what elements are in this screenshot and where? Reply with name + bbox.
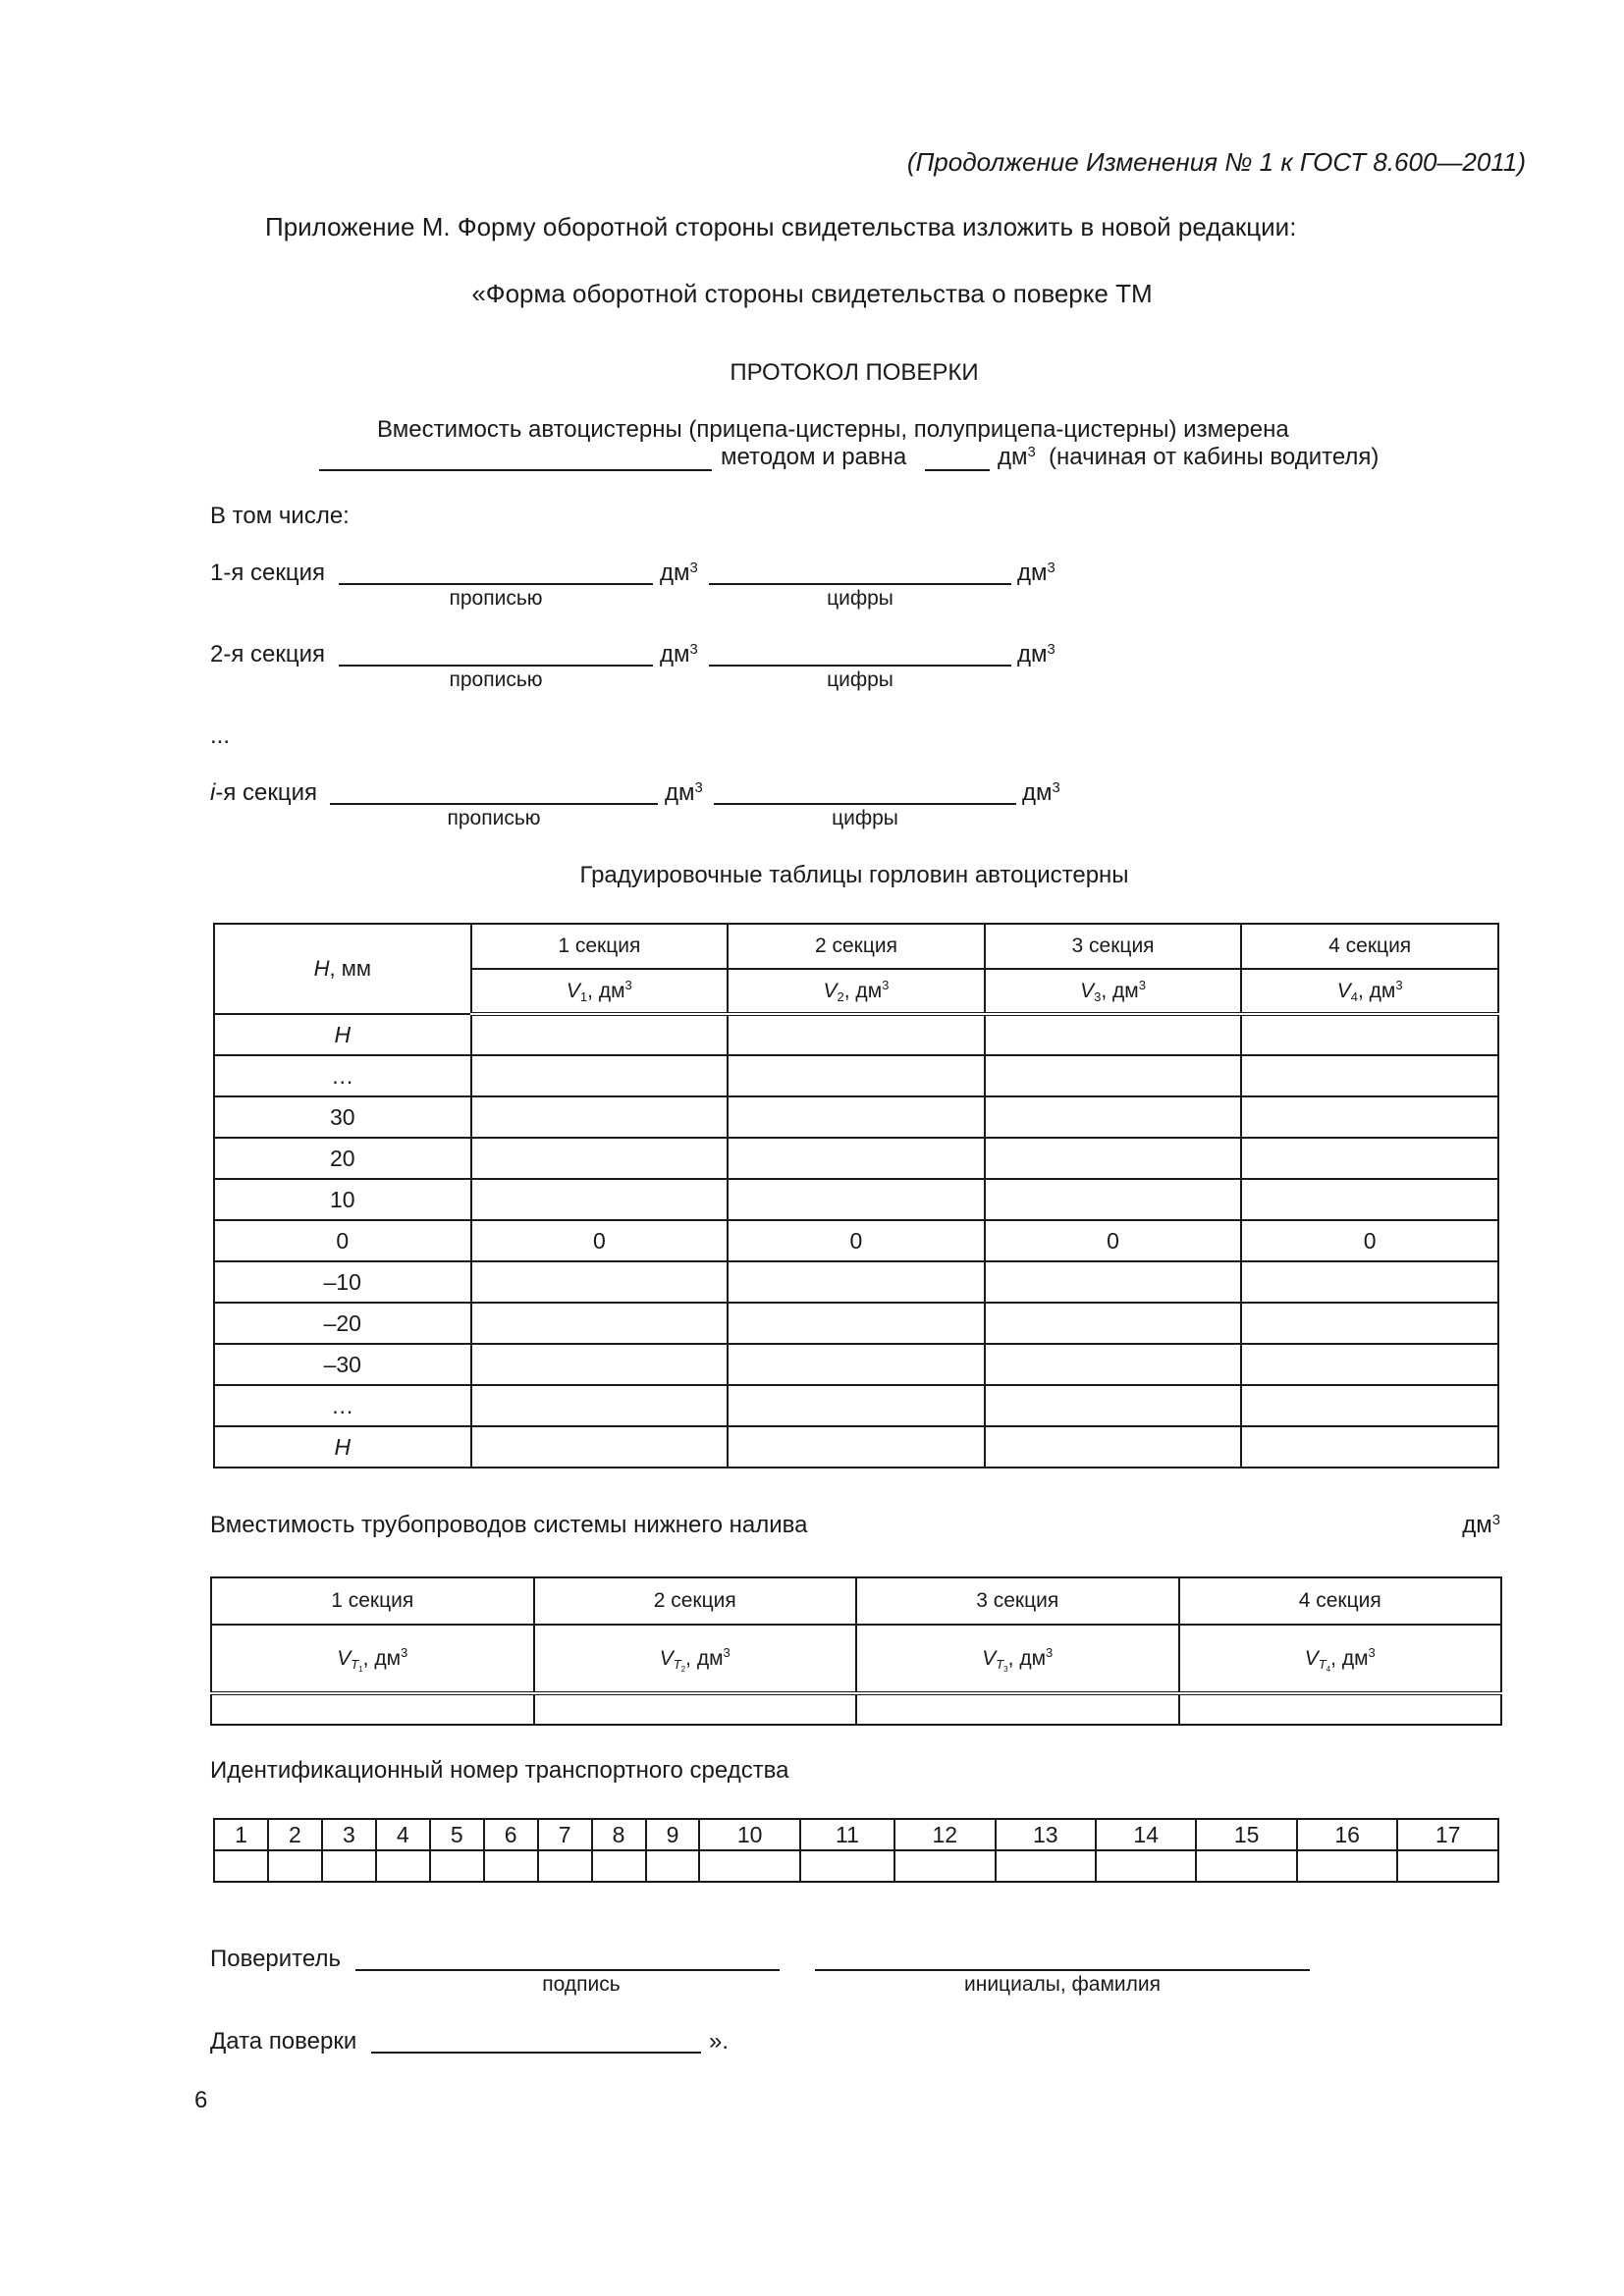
- section-i-words-line[interactable]: [330, 803, 658, 805]
- vin-value-cell[interactable]: [376, 1850, 430, 1882]
- calib-v-cell[interactable]: 0: [1241, 1220, 1498, 1261]
- calib-v-cell[interactable]: [985, 1344, 1242, 1385]
- section1-words-line[interactable]: [339, 583, 653, 585]
- calib-table: [213, 923, 1499, 1468]
- calib-v-cell[interactable]: [728, 1138, 985, 1179]
- pipeline-value-1[interactable]: [211, 1693, 534, 1725]
- vin-value-cell[interactable]: [1297, 1850, 1397, 1882]
- calib-h-cell: H: [214, 1014, 471, 1055]
- v-header-4: $V_4$, $дм^3$: [1241, 969, 1498, 1014]
- calib-v-cell[interactable]: [471, 1096, 729, 1138]
- calib-table-title: Градуировочные таблицы горловин автоцистерны: [579, 862, 1129, 888]
- vin-value-cell[interactable]: [1397, 1850, 1498, 1882]
- vin-value-cell[interactable]: [800, 1850, 894, 1882]
- signature-line[interactable]: [355, 1969, 780, 1971]
- pipeline-v-header-3: $V_{T_3}$, $дм^3$: [856, 1625, 1179, 1693]
- vin-value-row: [214, 1850, 1498, 1882]
- calib-v-cell[interactable]: [728, 1261, 985, 1303]
- vin-value-cell[interactable]: [1196, 1850, 1296, 1882]
- vin-position-cell: 7: [538, 1819, 592, 1850]
- calib-v-cell[interactable]: [728, 1179, 985, 1220]
- section-i-label: i-я секция: [210, 779, 317, 806]
- v-header-1: $V_1$, $дм^3$: [471, 969, 729, 1014]
- date-label: Дата поверки: [210, 2028, 357, 2055]
- calib-v-cell[interactable]: [985, 1179, 1242, 1220]
- method-blank-line[interactable]: [319, 469, 712, 471]
- calib-h-cell: –20: [214, 1303, 471, 1344]
- pipeline-unit: $дм^3$: [1462, 1512, 1500, 1538]
- calib-v-cell[interactable]: [471, 1179, 729, 1220]
- pipeline-col-header-3: 3 секция: [856, 1577, 1179, 1625]
- calib-v-cell[interactable]: [728, 1303, 985, 1344]
- capacity-line1: Вместимость автоцистерны (прицепа-цистерны, полуприцепа-цистерны) измерена: [377, 416, 1289, 443]
- calib-h-cell: …: [214, 1385, 471, 1426]
- calib-row: [214, 1014, 1498, 1055]
- pipeline-value-2[interactable]: [534, 1693, 857, 1725]
- calib-row: [214, 1138, 1498, 1179]
- calib-v-cell[interactable]: [1241, 1138, 1498, 1179]
- pipeline-col-header-2: 2 секция: [534, 1577, 857, 1625]
- calib-v-cell[interactable]: [985, 1055, 1242, 1096]
- calib-v-cell[interactable]: 0: [985, 1220, 1242, 1261]
- section1-unit-words: $дм^3$: [660, 560, 698, 586]
- section1-label: 1-я секция: [210, 560, 325, 586]
- vin-value-cell[interactable]: [592, 1850, 646, 1882]
- capacity-value-blank-line[interactable]: [925, 469, 990, 471]
- vin-position-cell: 15: [1196, 1819, 1296, 1850]
- vin-position-cell: 8: [592, 1819, 646, 1850]
- calib-v-cell[interactable]: [471, 1014, 729, 1055]
- vin-value-cell[interactable]: [894, 1850, 995, 1882]
- pipeline-value-4[interactable]: [1179, 1693, 1502, 1725]
- section2-unit-digits: $дм^3$: [1017, 641, 1056, 667]
- calib-v-cell[interactable]: [1241, 1426, 1498, 1468]
- section2-label: 2-я секция: [210, 641, 325, 667]
- vin-value-cell[interactable]: [322, 1850, 376, 1882]
- pipeline-v-header-2: $V_{T_2}$, $дм^3$: [534, 1625, 857, 1693]
- calib-v-cell[interactable]: [1241, 1303, 1498, 1344]
- vin-table: [213, 1818, 1499, 1883]
- vin-value-cell[interactable]: [538, 1850, 592, 1882]
- calib-row: [214, 1344, 1498, 1385]
- calib-row: [214, 1220, 1498, 1261]
- vin-value-cell[interactable]: [268, 1850, 322, 1882]
- section-i-unit-digits: $дм^3$: [1022, 779, 1060, 806]
- vin-value-cell[interactable]: [214, 1850, 268, 1882]
- continuation-note: (Продолжение Изменения № 1 к ГОСТ 8.600—2011): [906, 147, 1526, 177]
- calib-v-cell[interactable]: 0: [471, 1220, 729, 1261]
- vin-value-cell[interactable]: [1096, 1850, 1196, 1882]
- calib-h-cell: 0: [214, 1220, 471, 1261]
- vin-position-cell: 1: [214, 1819, 268, 1850]
- vin-position-cell: 12: [894, 1819, 995, 1850]
- calib-v-cell[interactable]: [728, 1096, 985, 1138]
- verifier-label: Поверитель: [210, 1946, 341, 1972]
- section-i-digits-line[interactable]: [714, 803, 1016, 805]
- col-header-3: 3 секция: [985, 924, 1242, 969]
- calib-v-cell[interactable]: [1241, 1014, 1498, 1055]
- date-end: ».: [709, 2028, 730, 2055]
- section2-digits-line[interactable]: [709, 665, 1011, 667]
- calib-v-cell[interactable]: [985, 1014, 1242, 1055]
- pipeline-v-header-4: $V_{T_4}$, $дм^3$: [1179, 1625, 1502, 1693]
- col-header-4: 4 секция: [1241, 924, 1498, 969]
- section2-caption-digits: цифры: [827, 668, 893, 691]
- protocol-title: ПРОТОКОЛ ПОВЕРКИ: [730, 359, 979, 386]
- calib-v-cell[interactable]: [1241, 1261, 1498, 1303]
- calib-v-cell[interactable]: [1241, 1096, 1498, 1138]
- col-header-1: 1 секция: [471, 924, 729, 969]
- pipeline-v-header-1: $V_{T_1}$, $дм^3$: [211, 1625, 534, 1693]
- section1-unit-digits: $дм^3$: [1017, 560, 1056, 586]
- vin-value-cell[interactable]: [484, 1850, 538, 1882]
- calib-row: [214, 1055, 1498, 1096]
- pipeline-col-header-1: 1 секция: [211, 1577, 534, 1625]
- section2-unit-words: $дм^3$: [660, 641, 698, 667]
- calib-h-cell: 20: [214, 1138, 471, 1179]
- h-header-cell: H, мм: [214, 924, 471, 1014]
- instruction-text: Приложение М. Форму оборотной стороны свидетельства изложить в новой редакции:: [265, 212, 1297, 241]
- vin-value-cell[interactable]: [430, 1850, 484, 1882]
- section-i-caption-words: прописью: [447, 807, 541, 829]
- calib-v-cell[interactable]: [985, 1385, 1242, 1426]
- calib-v-cell[interactable]: [728, 1344, 985, 1385]
- calib-h-cell: –30: [214, 1344, 471, 1385]
- pipeline-table: [210, 1576, 1502, 1726]
- vin-position-cell: 5: [430, 1819, 484, 1850]
- calib-v-cell[interactable]: [985, 1426, 1242, 1468]
- calib-v-cell[interactable]: [471, 1055, 729, 1096]
- vin-position-cell: 9: [646, 1819, 700, 1850]
- calib-v-cell[interactable]: [985, 1096, 1242, 1138]
- vin-value-cell[interactable]: [646, 1850, 700, 1882]
- vin-position-cell: 17: [1397, 1819, 1498, 1850]
- signature-caption: подпись: [542, 1973, 621, 1996]
- vin-position-cell: 4: [376, 1819, 430, 1850]
- calib-h-cell: –10: [214, 1261, 471, 1303]
- vin-header-row: [214, 1819, 1498, 1850]
- capacity-unit: $дм^3$: [998, 444, 1036, 470]
- calib-row: [214, 1096, 1498, 1138]
- method-text: методом и равна: [721, 444, 907, 470]
- vin-value-cell[interactable]: [699, 1850, 799, 1882]
- calib-v-cell[interactable]: [728, 1055, 985, 1096]
- sections-ellipsis: ...: [210, 722, 231, 749]
- vin-position-cell: 10: [699, 1819, 799, 1850]
- calib-row: [214, 1385, 1498, 1426]
- calib-v-cell[interactable]: [728, 1426, 985, 1468]
- calib-row: [214, 1261, 1498, 1303]
- vin-position-cell: 14: [1096, 1819, 1196, 1850]
- page-number: 6: [194, 2087, 208, 2113]
- including-label: В том числе:: [210, 503, 350, 529]
- calib-h-cell: H: [214, 1426, 471, 1468]
- vin-position-cell: 16: [1297, 1819, 1397, 1850]
- name-caption: инициалы, фамилия: [964, 1973, 1161, 1996]
- pipeline-label: Вместимость трубопроводов системы нижнего налива: [210, 1512, 808, 1538]
- calib-h-cell: 10: [214, 1179, 471, 1220]
- section-i-caption-digits: цифры: [832, 807, 898, 829]
- section-i-unit-words: $дм^3$: [665, 779, 703, 806]
- vin-value-cell[interactable]: [996, 1850, 1096, 1882]
- calib-row: [214, 1179, 1498, 1220]
- calib-v-cell[interactable]: 0: [728, 1220, 985, 1261]
- calib-v-cell[interactable]: [471, 1261, 729, 1303]
- calib-v-cell[interactable]: [1241, 1055, 1498, 1096]
- calib-v-cell[interactable]: [985, 1138, 1242, 1179]
- calib-v-cell[interactable]: [985, 1303, 1242, 1344]
- pipeline-col-header-4: 4 секция: [1179, 1577, 1502, 1625]
- section1-digits-line[interactable]: [709, 583, 1011, 585]
- calib-v-cell[interactable]: [471, 1303, 729, 1344]
- v-header-2: $V_2$, $дм^3$: [728, 969, 985, 1014]
- calib-h-cell: 30: [214, 1096, 471, 1138]
- section2-caption-words: прописью: [449, 668, 543, 691]
- vin-position-cell: 11: [800, 1819, 894, 1850]
- section1-caption-words: прописью: [449, 587, 543, 610]
- calib-v-cell[interactable]: [985, 1261, 1242, 1303]
- calib-h-cell: …: [214, 1055, 471, 1096]
- calib-v-cell[interactable]: [1241, 1344, 1498, 1385]
- pipeline-value-3[interactable]: [856, 1693, 1179, 1725]
- calib-v-cell[interactable]: [471, 1385, 729, 1426]
- calib-v-cell[interactable]: [728, 1014, 985, 1055]
- col-header-2: 2 секция: [728, 924, 985, 969]
- calib-v-cell[interactable]: [471, 1138, 729, 1179]
- vin-position-cell: 3: [322, 1819, 376, 1850]
- vin-position-cell: 6: [484, 1819, 538, 1850]
- name-line[interactable]: [815, 1969, 1310, 1971]
- calib-row: [214, 1426, 1498, 1468]
- calib-v-cell[interactable]: [471, 1426, 729, 1468]
- calib-v-cell[interactable]: [728, 1385, 985, 1426]
- section1-caption-digits: цифры: [827, 587, 893, 610]
- date-line[interactable]: [371, 2052, 701, 2054]
- calib-row: [214, 1303, 1498, 1344]
- form-title: «Форма оборотной стороны свидетельства о поверке ТМ: [471, 279, 1153, 308]
- calib-v-cell[interactable]: [471, 1344, 729, 1385]
- vin-label: Идентификационный номер транспортного средства: [210, 1757, 789, 1784]
- calib-v-cell[interactable]: [1241, 1385, 1498, 1426]
- section2-words-line[interactable]: [339, 665, 653, 667]
- vin-position-cell: 2: [268, 1819, 322, 1850]
- from-cabin-text: (начиная от кабины водителя): [1049, 444, 1380, 470]
- calib-v-cell[interactable]: [1241, 1179, 1498, 1220]
- v-header-3: $V_3$, $дм^3$: [985, 969, 1242, 1014]
- vin-position-cell: 13: [996, 1819, 1096, 1850]
